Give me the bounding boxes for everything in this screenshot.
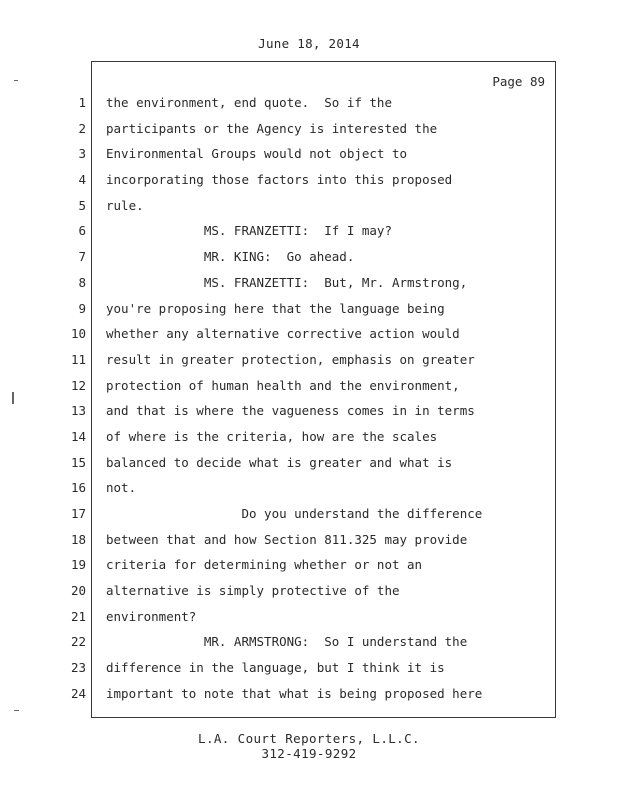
line-number: 11 xyxy=(70,351,86,367)
transcript-line: protection of human health and the environment, xyxy=(106,377,460,393)
line-number: 20 xyxy=(70,583,86,599)
line-number: 17 xyxy=(70,506,86,521)
transcript-line: important to note that what is being proposed here xyxy=(106,685,483,701)
line-number: 1 xyxy=(78,95,86,110)
scan-speck xyxy=(12,392,14,404)
line-number: 9 xyxy=(78,300,86,316)
transcript-line: environment? xyxy=(106,608,197,624)
line-number: 10 xyxy=(70,326,86,342)
transcript-line: whether any alternative corrective action would xyxy=(106,326,460,342)
reporter-company: L.A. Court Reporters, L.L.C. xyxy=(198,731,420,746)
line-number-column xyxy=(64,93,86,710)
line-number: 18 xyxy=(70,531,86,547)
transcript-line: MR. ARMSTRONG: So I understand the xyxy=(106,634,468,650)
line-number: 14 xyxy=(70,428,86,444)
line-number: 6 xyxy=(78,223,86,239)
transcript-line: not. xyxy=(106,480,137,496)
line-number: 15 xyxy=(70,454,86,470)
transcript-line: balanced to decide what is greater and what is xyxy=(106,454,453,470)
transcript-line: the environment, end quote. So if the xyxy=(106,95,392,110)
line-number: 13 xyxy=(70,403,86,419)
line-number: 8 xyxy=(78,274,86,290)
line-number: 7 xyxy=(78,249,86,265)
transcript-line: rule. xyxy=(106,197,144,213)
line-number: 16 xyxy=(70,480,86,496)
line-number: 3 xyxy=(78,146,86,162)
transcript-line: and that is where the vagueness comes in in terms xyxy=(106,403,475,419)
transcript-line: MR. KING: Go ahead. xyxy=(106,249,355,265)
transcript-line: of where is the criteria, how are the scales xyxy=(106,428,438,444)
line-number: 5 xyxy=(78,197,86,213)
line-number: 22 xyxy=(70,634,86,650)
transcript-line: MS. FRANZETTI: But, Mr. Armstrong, xyxy=(106,274,468,290)
transcript-text-column xyxy=(106,93,546,710)
page-number: Page 89 xyxy=(492,74,545,89)
line-number: 12 xyxy=(70,377,86,393)
line-number: 24 xyxy=(70,685,86,701)
transcript-line: incorporating those factors into this proposed xyxy=(106,172,453,188)
line-number: 23 xyxy=(70,660,86,676)
transcript-line: between that and how Section 811.325 may provide xyxy=(106,531,468,547)
line-number: 4 xyxy=(78,172,86,188)
transcript-line: Environmental Groups would not object to xyxy=(106,146,408,162)
scan-speck xyxy=(14,710,19,711)
line-number: 19 xyxy=(70,557,86,573)
transcript-date: June 18, 2014 xyxy=(258,36,360,51)
scan-speck xyxy=(14,80,18,81)
line-number: 2 xyxy=(78,120,86,136)
transcript-line: criteria for determining whether or not an xyxy=(106,557,423,573)
transcript-line: result in greater protection, emphasis on greater xyxy=(106,351,475,367)
line-number: 21 xyxy=(70,608,86,624)
transcript-line: alternative is simply protective of the xyxy=(106,583,400,599)
reporter-phone: 312-419-9292 xyxy=(261,746,357,761)
transcript-line: Do you understand the difference xyxy=(106,506,483,521)
transcript-line: difference in the language, but I think it is xyxy=(106,660,445,676)
transcript-line: participants or the Agency is interested the xyxy=(106,120,438,136)
transcript-line: MS. FRANZETTI: If I may? xyxy=(106,223,392,239)
transcript-line: you're proposing here that the language being xyxy=(106,300,445,316)
